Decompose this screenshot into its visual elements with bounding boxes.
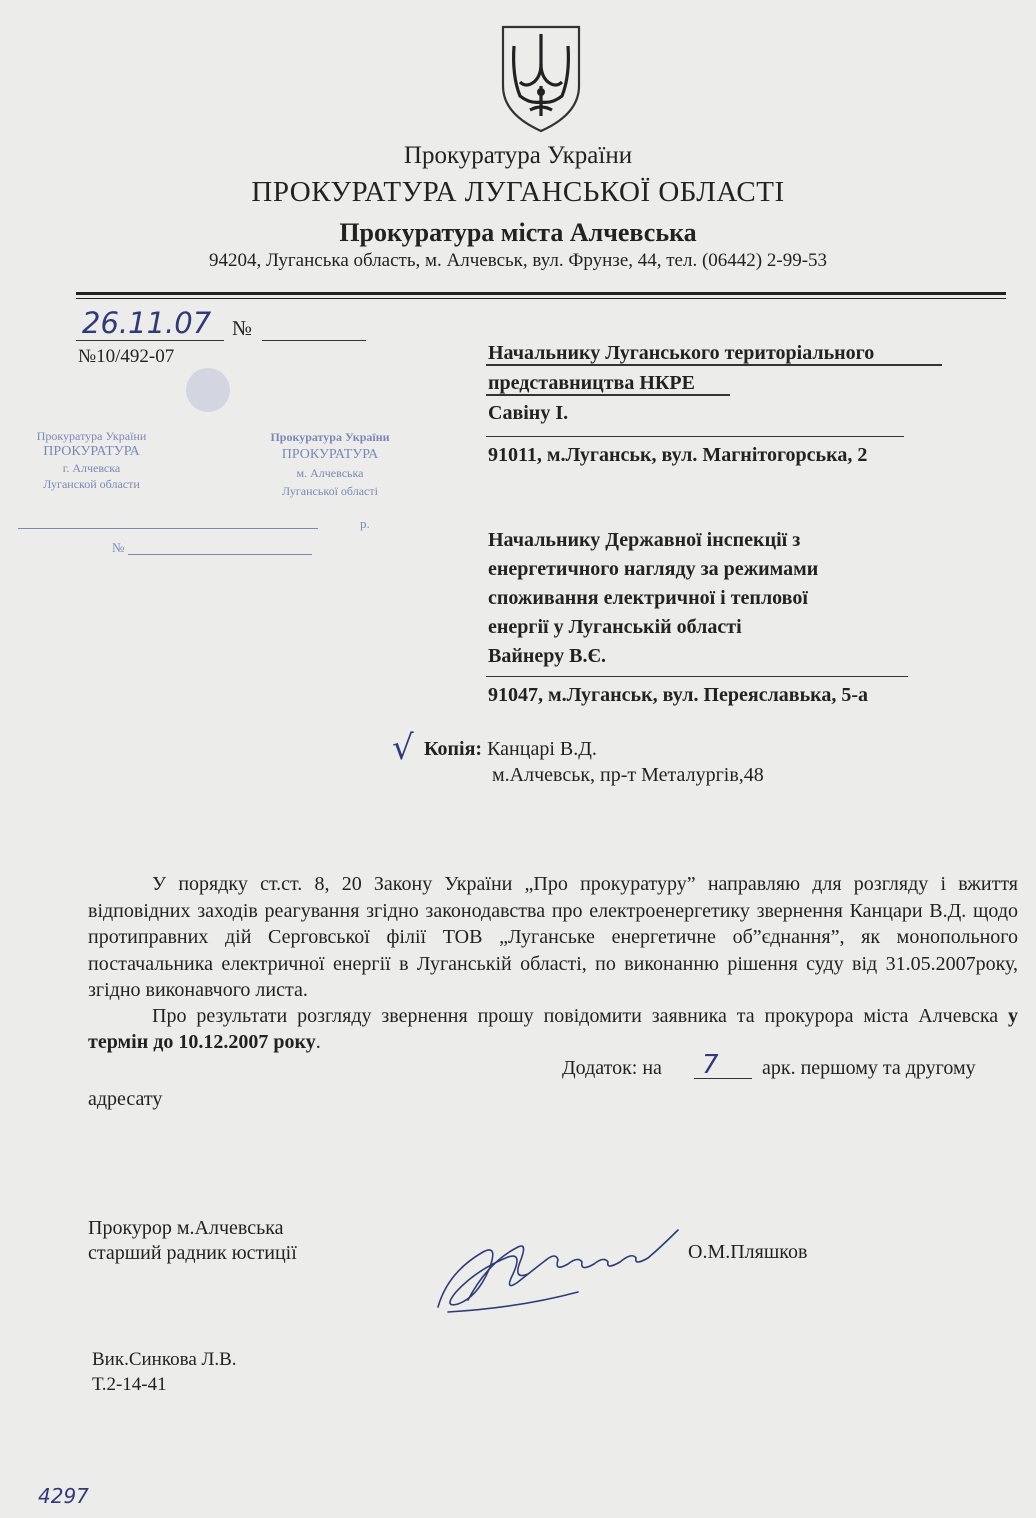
- attachment-prefix: Додаток: на: [562, 1057, 662, 1079]
- deadline-text: у термін до 10.12.2007 року: [88, 1005, 1018, 1053]
- executor-block: [92, 1347, 237, 1397]
- body-paragraph-2: [88, 1003, 1018, 1055]
- paragraph-2-text: Про результати розгляду звернення прошу повідомити заявника та прокурора міста Алчевска: [152, 1005, 1008, 1027]
- copy-name: Канцарі В.Д.: [487, 738, 597, 760]
- paragraph-2-end: .: [315, 1031, 321, 1053]
- recipient-2-line5: Вайнеру В.Є.: [488, 645, 607, 667]
- body-paragraph-1: У порядку ст.ст. 8, 20 Закону України „Про прокуратуру” направляю для розгляду і вжиття відповідних заходів реагування згідно законодавства про електроенергетику звернення Канцари В.Д. щодо протиправних дій Серговської філії ТОВ „Луганське енергетичне об”єднання”, як монопольного постачальника електричної енергії в Луганській області, по виконанню рішення суду від 31.05.2007року, згідно виконавчого листа.: [88, 873, 1018, 1001]
- recipient-2-rule: [486, 676, 908, 677]
- stamp-right-line3: м. Алчевська: [296, 466, 364, 480]
- attachment-suffix: арк. першому та другому: [762, 1057, 976, 1079]
- recipient-2-line2: енергетичного нагляду за режимами: [488, 558, 819, 580]
- copy-address: м.Алчевськ, пр-т Металургів,48: [492, 764, 764, 786]
- coat-of-arms-icon: [500, 24, 582, 134]
- footer-handwritten-number: 4297: [38, 1484, 89, 1508]
- stamp-right-line1: Прокуратура України: [270, 430, 390, 444]
- attachment-count-underline: [694, 1078, 752, 1079]
- stamp-left-rule1: [18, 528, 318, 529]
- recipient-2-address: 91047, м.Луганськ, вул. Переяславька, 5-а: [488, 684, 869, 706]
- registration-stamp-left: [14, 428, 169, 492]
- recipient-1-line2: представництва НКРЕ: [488, 372, 695, 394]
- stamp-right-line4: Луганської області: [282, 484, 378, 498]
- recipient-1-underline-2: [486, 394, 730, 396]
- header-line3: Прокуратура міста Алчевська: [339, 218, 697, 247]
- header-rule-thick: [76, 292, 1006, 295]
- recipient-1: [488, 338, 874, 428]
- recipient-2-line3: споживання електричної і теплової: [488, 587, 808, 609]
- date-underline: [76, 340, 224, 341]
- recipient-2-line1: Начальнику Державної інспекції з: [488, 529, 801, 551]
- header-line2: ПРОКУРАТУРА ЛУГАНСЬКОЇ ОБЛАСТІ: [251, 176, 785, 208]
- stamp-right-line2: ПРОКУРАТУРА: [281, 447, 379, 462]
- copy-line: [424, 738, 597, 761]
- stamp-right-year: р.: [360, 516, 370, 531]
- recipient-1-rule: [486, 436, 904, 437]
- check-mark-icon: √: [392, 728, 414, 768]
- signatory-title-line1: Прокурор м.Алчевська: [88, 1217, 284, 1239]
- stamp-left-line4: Луганской области: [43, 477, 140, 491]
- recipient-1-line3: Савіну І.: [488, 402, 569, 424]
- signatory-title: [88, 1216, 297, 1266]
- executor-name: Вик.Синкова Л.В.: [92, 1349, 237, 1370]
- date-handwritten: 26.11.07: [82, 306, 212, 340]
- executor-phone: Т.2-14-41: [92, 1374, 167, 1395]
- recipient-1-address: 91011, м.Луганськ, вул. Магнітогорська, 2: [488, 444, 868, 466]
- stamp-left-line1: Прокуратура України: [36, 429, 147, 443]
- number-label: №: [232, 316, 253, 340]
- header-line1: Прокуратура України: [403, 142, 633, 169]
- attachment-line2: адресату: [88, 1088, 163, 1110]
- stamp-left-rule2: [128, 554, 312, 555]
- header-rule-thin: [76, 298, 1006, 299]
- registration-stamp-right: [240, 428, 420, 500]
- stamp-left-no: №: [112, 540, 125, 555]
- signature-icon: [428, 1212, 688, 1322]
- signatory-name: О.М.Пляшков: [688, 1241, 808, 1263]
- recipient-1-underline-1: [486, 364, 942, 366]
- recipient-2-line4: енергії у Луганській області: [488, 616, 742, 638]
- stamp-mark: [186, 368, 230, 412]
- ref-number: №10/492-07: [78, 346, 175, 367]
- copy-label: Копія:: [424, 738, 483, 760]
- number-underline: [262, 340, 366, 341]
- signatory-title-line2: старший радник юстиції: [88, 1242, 297, 1264]
- stamp-left-line3: г. Алчевска: [62, 461, 121, 475]
- attachment-count: 7: [702, 1050, 719, 1080]
- recipient-1-line1: Начальнику Луганського територіального: [488, 342, 875, 364]
- header-address: 94204, Луганська область, м. Алчевськ, вул. Фрунзе, 44, тел. (06442) 2-99-53: [208, 250, 828, 271]
- recipient-2: [488, 526, 818, 671]
- stamp-left-line2: ПРОКУРАТУРА: [43, 444, 140, 459]
